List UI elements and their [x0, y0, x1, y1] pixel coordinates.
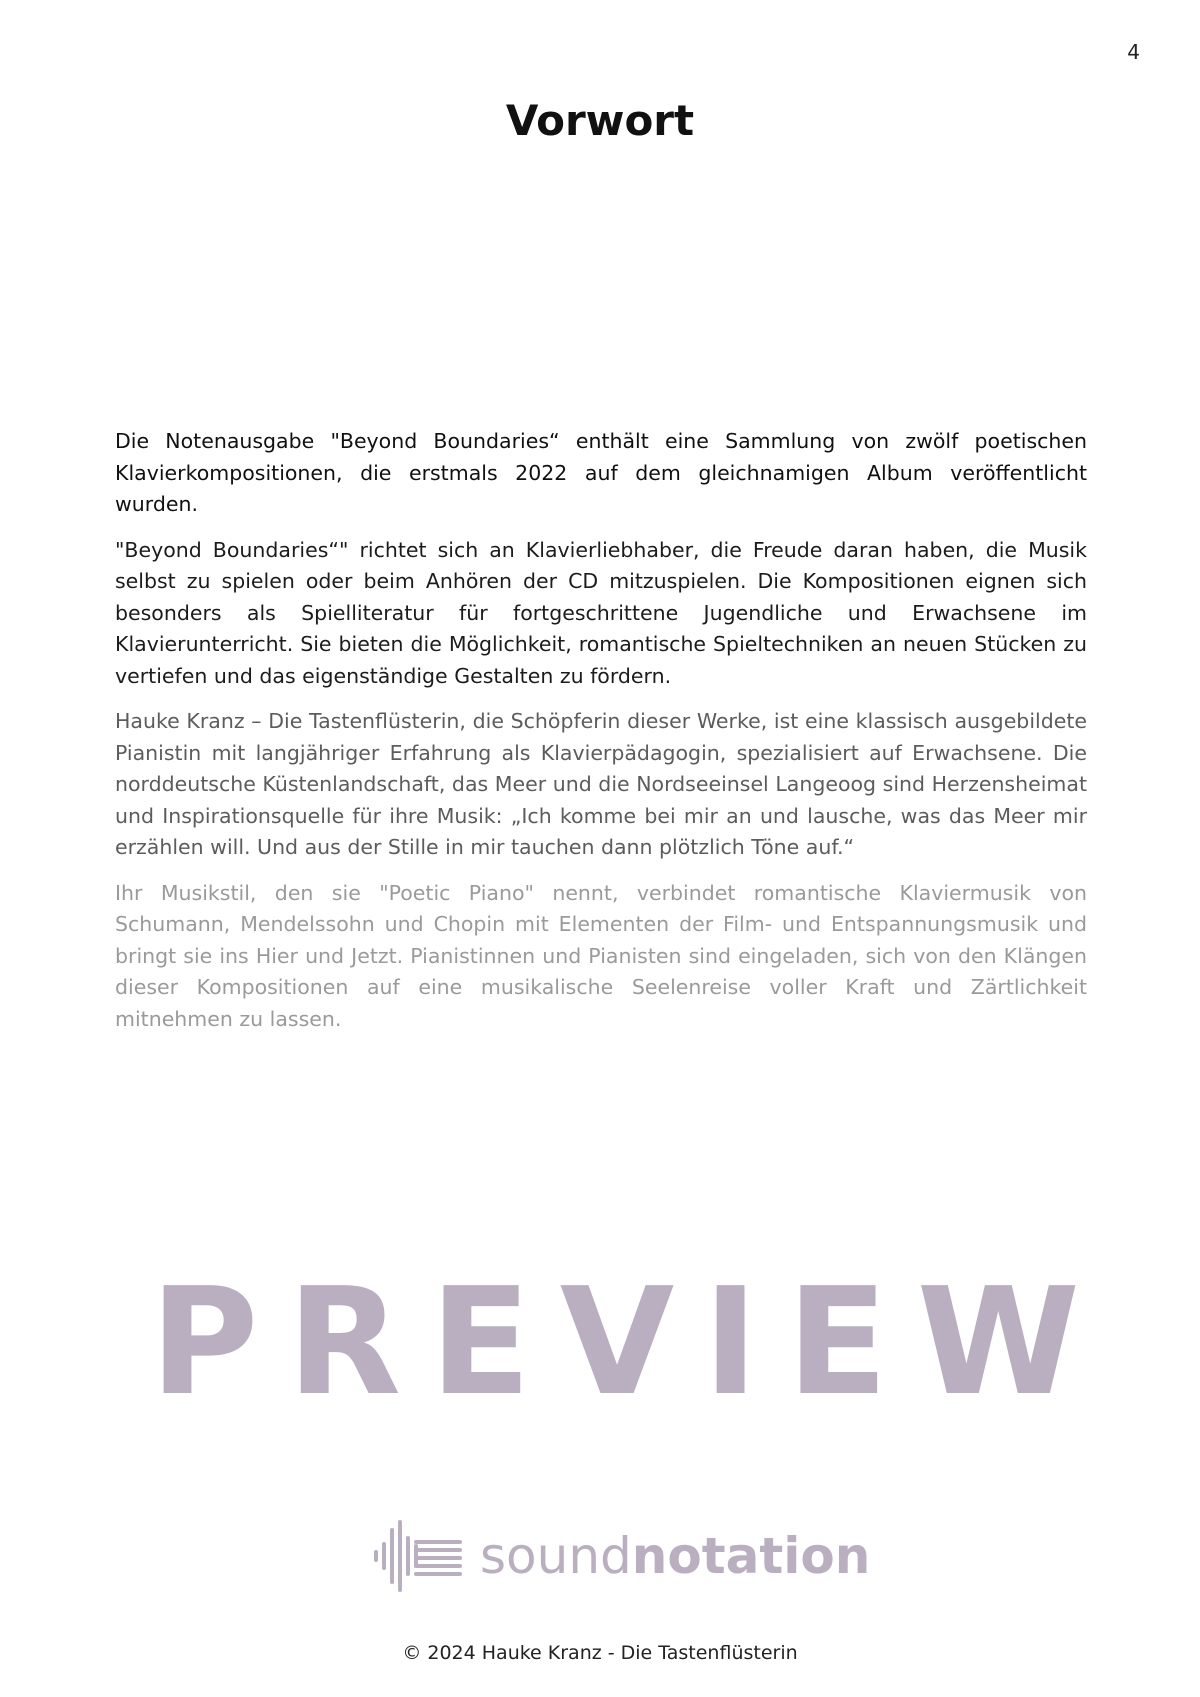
watermark-letter: P — [150, 1256, 259, 1428]
watermark-letter: E — [786, 1256, 888, 1428]
watermark-letter: V — [559, 1256, 675, 1428]
paragraph-composer: Hauke Kranz – Die Tastenflüsterin, die Schöpferin dieser Werke, ist eine klassisch ausgebildete Pianistin mit langjähriger Erfahrung als Klavierpädagogin, spezialisiert auf Erwachsene. Die norddeutsche Küstenlandschaft, das Meer und die Nordseeinsel Langeoog sind Herzensheimat und Inspirationsquelle für ihre Musik: „Ich komme bei mir an und lausche, was das Meer mir erzählen will. Und aus der Stille in mir tauchen dann plötzlich Töne auf.“ — [115, 709, 1087, 859]
watermark-letter: I — [703, 1256, 759, 1428]
watermark-letter: W — [916, 1256, 1080, 1428]
logo-text-sound: sound — [480, 1527, 632, 1585]
watermark-letter: E — [429, 1256, 532, 1428]
logo-wordmark — [480, 1527, 871, 1585]
paragraph-audience: "Beyond Boundaries“" richtet sich an Klavierliebhaber, die Freude daran haben, die Musik selbst zu spielen oder beim Anhören der CD mitzuspielen. Die Kompositionen eignen sich besonders als Spielliteratur für fortgeschrittene Jugendliche und Erwachsene im Klavierunterricht. Sie bieten die Möglichkeit, romantische Spieltechniken an neuen Stücken zu vertiefen und das eigenständige Gestalten zu fördern. — [115, 537, 1087, 688]
paragraph-style: Ihr Musikstil, den sie "Poetic Piano" nennt, verbindet romantische Klaviermusik von Schumann, Mendelssohn und Chopin mit Elementen der Film- und Entspannungsmusik und bringt sie ins Hier und Jetzt. Pianistinnen und Pianisten sind eingeladen, sich von den Klängen dieser Kompositionen auf eine musikalische Seelenreise voller Kraft und Zärtlichkeit mitnehmen zu lassen. — [115, 880, 1087, 1031]
soundnotation-logo — [372, 1518, 872, 1594]
copyright-footer: © 2024 Hauke Kranz - Die Tastenflüsterin — [402, 1642, 798, 1664]
preface-text — [115, 426, 1087, 1049]
preview-watermark — [150, 1256, 1080, 1428]
soundwave-staff-icon — [372, 1518, 468, 1594]
paragraph-intro: Die Notenausgabe "Beyond Boundaries“ enthält eine Sammlung von zwölf poetischen Klavierkompositionen, die erstmals 2022 auf dem gleichnamigen Album veröffentlicht wurden. — [115, 429, 1087, 516]
page-number: 4 — [1127, 40, 1140, 64]
logo-text-notation: notation — [631, 1527, 871, 1585]
watermark-letter: R — [287, 1256, 402, 1428]
page-title: Vorwort — [505, 96, 695, 145]
